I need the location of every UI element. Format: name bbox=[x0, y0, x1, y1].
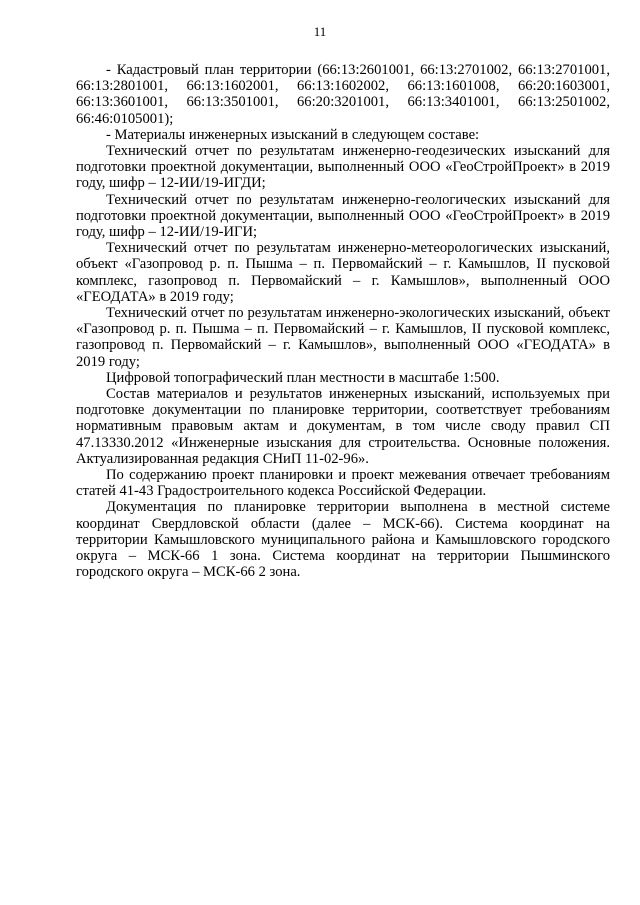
paragraph-geological-report: Технический отчет по результатам инженерно-геологических изысканий для подготовки проектной документации, выполненный ООО «ГеоСтройПроект» в 2019 году, шифр – 12-ИИ/19-ИГИ; bbox=[76, 191, 610, 241]
page-number: 11 bbox=[313, 24, 327, 39]
paragraph-meteorological-report: Технический отчет по результатам инженерно-метеорологических изысканий, объект «Газопровод р. п. Пышма – п. Первомайский – г. Камышлов, II пусковой комплекс, газопровод п. Первомайский – г. Камышлов», выполненный ООО «ГЕОДАТА» в 2019 году; bbox=[76, 240, 610, 305]
paragraph-urban-code: По содержанию проект планировки и проект межевания отвечает требованиям статей 41-43 Градостроительного кодекса Российской Федерации. bbox=[76, 467, 610, 500]
paragraph-topographic-plan: Цифровой топографический план местности в масштабе 1:500. bbox=[106, 369, 500, 386]
paragraph-geodetic-report: Технический отчет по результатам инженерно-геодезических изысканий для подготовки проектной документации, выполненный ООО «ГеоСтройПроект» в 2019 году, шифр – 12-ИИ/19-ИГДИ; bbox=[76, 143, 610, 192]
paragraph-coordinate-system: Документация по планировке территории выполнена в местной системе координат Свердловской области (далее – МСК-66). Система координат на территории Камышловского муниципального района и Камышловского городского округа – МСК-66 1 зона. Система координат на территории Пышминского городского округа – МСК-66 2 зона. bbox=[76, 499, 610, 581]
document-body bbox=[76, 62, 610, 581]
paragraph-cadastral-plan: - Кадастровый план территории (66:13:2601001, 66:13:2701002, 66:13:2701001, 66:13:2801001, 66:13:1602001, 66:13:1602002, 66:13:1601008, 66:20:1603001, 66:13:3601001, 66:13:3501001, 66:20:3201001, 66:13:3401001, 66:13:2501002, 66:46:0105001); bbox=[76, 62, 610, 127]
paragraph-survey-materials-heading: - Материалы инженерных изысканий в следующем составе: bbox=[106, 126, 480, 143]
paragraph-ecological-report: Технический отчет по результатам инженерно-экологических изысканий, объект «Газопровод р. п. Пышма – п. Первомайский – г. Камышлов, II пусковой комплекс, газопровод п. Первомайский – г. Камышлов», выполненный ООО «ГЕОДАТА» в 2019 году; bbox=[76, 305, 610, 370]
paragraph-compliance: Состав материалов и результатов инженерных изысканий, используемых при подготовке документации по планировке территории, соответствует требованиям нормативным правовым актам и документам, в том числе своду правил СП 47.13330.2012 «Инженерные изыскания для строительства. Основные положения. Актуализированная редакция СНиП 11-02-96». bbox=[76, 386, 610, 467]
